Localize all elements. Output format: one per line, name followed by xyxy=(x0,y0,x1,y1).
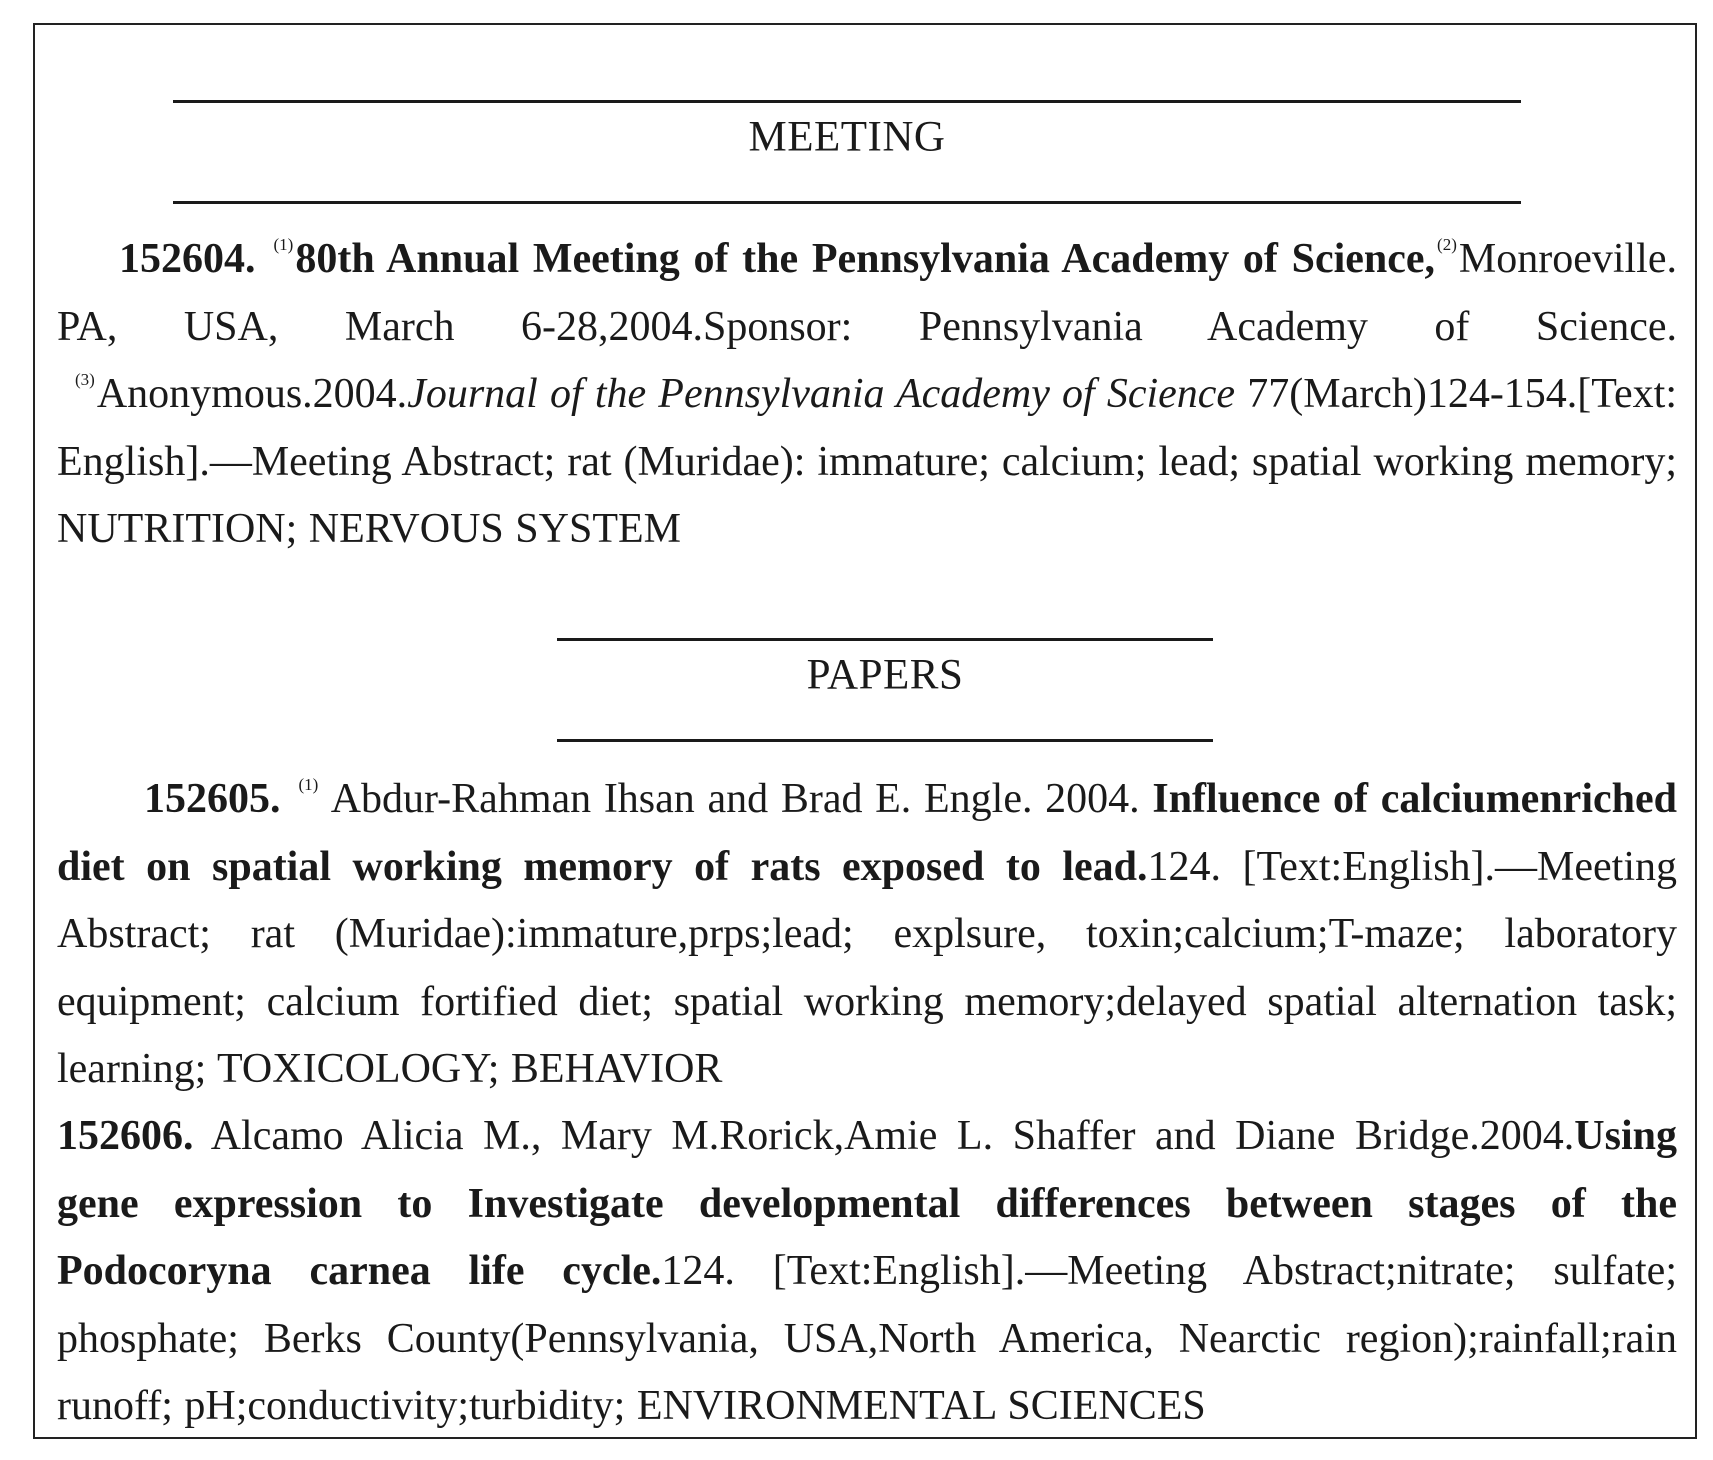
entry-number: 152606. xyxy=(57,1113,194,1159)
entry-author: Anonymous.2004. xyxy=(96,371,408,417)
entry-details: 124. [Text:English].—Meeting Abstract; rat (Muridae):immature,prps;lead; explsure, toxin;calcium;T-maze; laboratory equipment; calcium fortified diet; spatial working memory;delayed spatial alternation task; learning; TOXICOLOGY; BEHAVIOR xyxy=(57,843,1677,1092)
section-heading-papers xyxy=(557,638,1213,742)
entry-details: 77(March)124-154.[Text: English].—Meeting Abstract; rat (Muridae): immature; calcium; lead; spatial working memory; NUTRITION; NERVOUS SYSTEM xyxy=(57,371,1677,552)
section-title: MEETING xyxy=(748,113,946,161)
footnote-marker: (2) xyxy=(1437,235,1457,254)
entry-authors: Alcamo Alicia M., Mary M.Rorick,Amie L. Shaffer and Diane Bridge.2004. xyxy=(193,1113,1575,1159)
entry-authors: Abdur-Rahman Ihsan and Brad E. Engle. 2004. xyxy=(320,776,1153,822)
footnote-marker: (3) xyxy=(75,370,95,389)
entry-number: 152604. xyxy=(119,236,256,282)
entry-details: 124. [Text:English].—Meeting Abstract;nitrate; sulfate; phosphate; Berks County(Pennsylvania, USA,North America, Nearctic region);rainfall;rain runoff; pH;conductivity;turbidity; ENVIRONMENTAL SCIENCES xyxy=(57,1248,1677,1429)
entry-title: Influence of calciumenriched diet on spatial working memory of rats exposed to lead. xyxy=(57,776,1677,890)
footnote-marker: (1) xyxy=(273,235,294,254)
rule-bottom xyxy=(557,739,1213,742)
entry-152606 xyxy=(57,1103,1677,1441)
entry-journal: Journal of the Pennsylvania Academy of Science xyxy=(407,371,1236,417)
section-title: PAPERS xyxy=(806,651,964,699)
entry-location: Monroeville. PA, USA, March 6-28,2004.Sponsor: Pennsylvania Academy of Science. xyxy=(57,236,1677,350)
section-heading-meeting xyxy=(173,100,1521,204)
rule-top xyxy=(173,100,1521,103)
entry-title: Using gene expression to Investigate developmental differences between stages of the Podocoryna carnea life cycle. xyxy=(57,1113,1677,1294)
entry-title: 80th Annual Meeting of the Pennsylvania Academy of Science, xyxy=(295,236,1436,282)
entry-number: 152605. xyxy=(144,776,281,822)
entry-152604 xyxy=(57,226,1677,564)
footnote-marker: (1) xyxy=(298,775,319,794)
rule-top xyxy=(557,638,1213,641)
entry-152605 xyxy=(57,766,1677,1104)
rule-bottom xyxy=(173,201,1521,204)
